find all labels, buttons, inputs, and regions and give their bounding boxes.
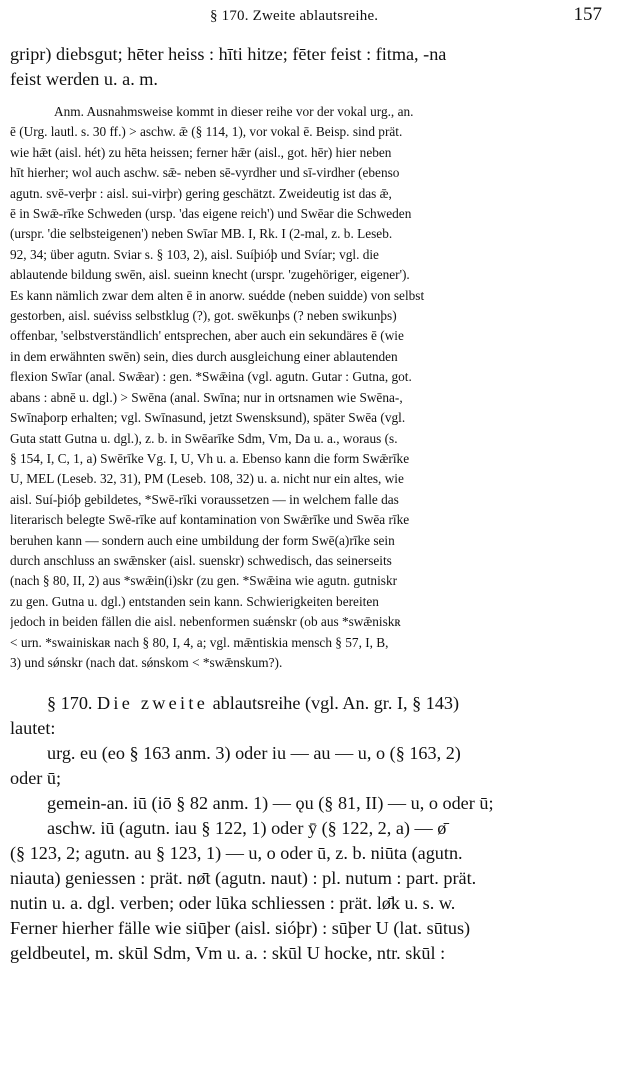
note-line: ablautende bildung swēn, aisl. sueinn knecht (urspr. 'zugehöriger, eigener'). bbox=[10, 267, 410, 283]
aschw-line: niauta) geniessen : prät. nø̄t (agutn. naut) : pl. nutum : part. prät. bbox=[10, 868, 477, 889]
section-170 bbox=[10, 691, 608, 966]
note-line: durch anschluss an swǣnsker (aisl. suenskr) schwedisch, das seinerseits bbox=[10, 552, 392, 568]
note-line: U, MEL (Leseb. 32, 31), PM (Leseb. 108, 32) u. a. nicht nur ein altes, wie bbox=[10, 471, 404, 487]
note-line: § 154, I, C, 1, a) Swērīke Vg. I, U, Vh u. a. Ebenso kann die form Swǣrīke bbox=[10, 450, 410, 466]
note-line: aisl. Suí-þióþ gebildetes, *Swē-rīki voraussetzen — in welchem falle das bbox=[10, 491, 399, 507]
note-line: 92, 34; über agutn. Sviar s. § 103, 2), aisl. Suíþióþ und Svíar; vgl. die bbox=[10, 246, 379, 262]
aschw-line: nutin u. a. dgl. verben; oder lūka schliessen : prät. lø̄k u. s. w. bbox=[10, 893, 456, 914]
note-line: abans : abnē u. dgl.) > Swēna (anal. Swīna; nur in ortsnamen wie Swēna-, bbox=[10, 389, 403, 405]
section-lead-spaced: Die zweite bbox=[97, 693, 209, 714]
note-line: 3) und sǿnskr (nach dat. sǿnskom < *swǣnskum?). bbox=[10, 654, 283, 670]
intro-paragraph bbox=[10, 42, 608, 92]
note-line: ē in Swǣ-rīke Schweden (ursp. 'das eigene reich') und Swēar die Schweden bbox=[10, 206, 412, 222]
page-number: 157 bbox=[573, 4, 602, 25]
note-line: offenbar, 'selbstverständlich' entsprechen, aber auch ein sekundäres ē (wie bbox=[10, 328, 404, 344]
note-line: Anm. Ausnahmsweise kommt in dieser reihe vor der vokal urg., an. bbox=[54, 104, 414, 119]
intro-line: gripr) diebsgut; hēter heiss : hīti hitze; fēter feist : fitma, -na bbox=[10, 44, 447, 64]
running-head: § 170. Zweite ablautsreihe. bbox=[210, 8, 379, 24]
note-line: < urn. *swainiskaʀ nach § 80, I, 4, a; vgl. mǣntiskia mensch § 57, I, B, bbox=[10, 634, 389, 650]
note-line: gestorben, aisl. suéviss selbstklug (?), got. swēkunþs (? neben swikunþs) bbox=[10, 308, 397, 324]
section-heading bbox=[10, 691, 608, 716]
aschw-line: Ferner hierher fälle wie siūþer (aisl. sióþr) : sūþer U (lat. sūtus) bbox=[10, 918, 471, 939]
note-line: Swīnaþorp erhalten; vgl. Swīnasund, jetzt Swensksund), später Swēa (vgl. bbox=[10, 410, 406, 426]
intro-line: feist werden u. a. m. bbox=[10, 69, 158, 89]
aschw-line: (§ 123, 2; agutn. au § 123, 1) — u, o oder ū, z. b. niūta (agutn. bbox=[10, 843, 463, 864]
section-heading-rest: ablautsreihe (vgl. An. gr. I, § 143) bbox=[212, 693, 460, 714]
annotation-note bbox=[10, 102, 608, 673]
note-line: in dem erwähnten swēn) sein, dies durch ausgleichung einer ablautenden bbox=[10, 348, 398, 364]
note-line: literarisch belegte Swē-rīke auf kontamination von Swǣrīke und Swēa rīke bbox=[10, 512, 410, 528]
page-body bbox=[10, 42, 608, 966]
section-line: lautet: bbox=[10, 718, 56, 739]
note-line: (nach § 80, II, 2) aus *swǣin(i)skr (zu gen. *Swǣina wie agutn. gutniskr bbox=[10, 573, 398, 589]
note-line: flexion Swīar (anal. Swǣar) : gen. *Swǣina (vgl. agutn. Gutar : Gutna, got. bbox=[10, 369, 412, 385]
urg-line-cont: oder ū; bbox=[10, 768, 62, 789]
note-line: wie hǣt (aisl. hét) zu hēta heissen; ferner hǣr (aisl., got. hēr) hier neben bbox=[10, 144, 392, 160]
note-line: ē (Urg. lautl. s. 30 ff.) > aschw. ǣ (§ 114, 1), vor vokal ē. Beisp. sind prät. bbox=[10, 124, 403, 140]
note-line: hīt hierher; wol auch aschw. sǣ- neben sē-vyrdher und sī-virdher (ebenso bbox=[10, 165, 400, 181]
page-header bbox=[10, 4, 610, 28]
note-line: Es kann nämlich zwar dem alten ē in anorw. suédde (neben suidde) von selbst bbox=[10, 287, 425, 303]
note-line: (urspr. 'die selbsteigenen') neben Swīar MB. I, Rk. I (2-mal, z. b. Leseb. bbox=[10, 226, 393, 242]
aschw-line: aschw. iū (agutn. iau § 122, 1) oder ȳ (§ 122, 2, a) — ø̄ bbox=[47, 818, 447, 839]
gemein-an-line: gemein-an. iū (iō § 82 anm. 1) — ǫu (§ 81, II) — u, o oder ū; bbox=[47, 793, 494, 814]
note-line: beruhen kann — sondern auch eine umbildung der form Swē(a)rīke sein bbox=[10, 532, 395, 548]
note-line: agutn. svē-verþr : aisl. sui-virþr) gering geschätzt. Zweideutig ist das ǣ, bbox=[10, 185, 392, 201]
note-line: jedoch in beiden fällen die aisl. nebenformen suǽnskr (ob aus *swǣniskʀ bbox=[10, 614, 401, 630]
urg-line: urg. eu (eo § 163 anm. 3) oder iu — au — u, o (§ 163, 2) bbox=[47, 743, 461, 764]
section-number: § 170. bbox=[47, 693, 93, 714]
aschw-line: geldbeutel, m. skūl Sdm, Vm u. a. : skūl U hocke, ntr. skūl : bbox=[10, 943, 446, 964]
note-line: zu gen. Gutna u. dgl.) entstanden sein kann. Schwierigkeiten bereiten bbox=[10, 593, 379, 609]
note-line: Guta statt Gutna u. dgl.), z. b. in Swēarīke Sdm, Vm, Da u. a., woraus (s. bbox=[10, 430, 398, 446]
